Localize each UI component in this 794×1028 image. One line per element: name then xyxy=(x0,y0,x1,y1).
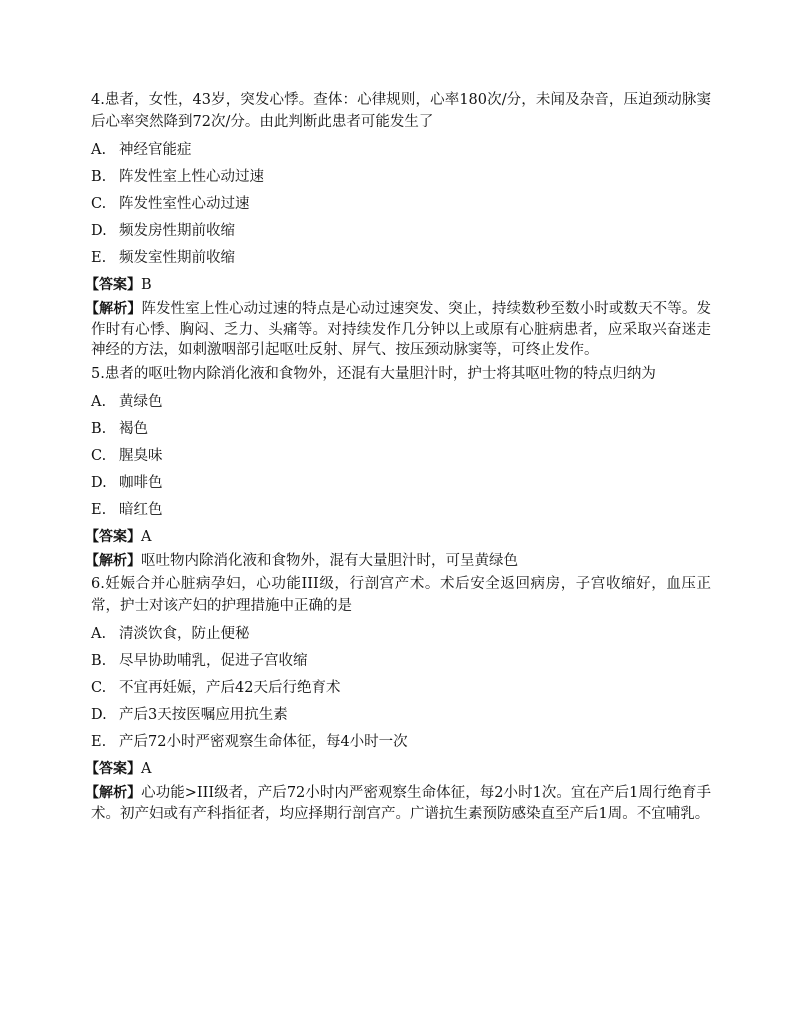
option-text: 褐色 xyxy=(119,420,148,437)
answer-line xyxy=(85,759,711,783)
option-a xyxy=(91,140,711,167)
explanation-text: 阵发性室上性心动过速的特点是心动过速突发、突止，持续数秒至数小时或数天不等。发作时有心悸、胸闷、乏力、头痛等。对持续发作几分钟以上或原有心脏病患者，应采取兴奋迷走神经的方法，如刺激咽部引起呕吐反射、屏气、按压颈动脉窦等，可终止发作。 xyxy=(91,301,712,358)
option-e xyxy=(91,500,711,527)
explanation xyxy=(85,299,712,361)
option-text: 频发室性期前收缩 xyxy=(119,250,235,266)
explanation xyxy=(85,551,711,572)
question-4 xyxy=(85,89,712,361)
option-text: 尽早协助哺乳，促进子宫收缩 xyxy=(119,653,308,669)
option-text: 黄绿色 xyxy=(119,393,163,410)
option-text: 清淡饮食，防止便秘 xyxy=(119,626,250,642)
option-b xyxy=(91,651,711,678)
option-letter: C. xyxy=(91,447,107,464)
explanation-text: 呕吐物内除消化液和食物外，混有大量胆汁时，可呈黄绿色 xyxy=(141,552,518,569)
option-a xyxy=(91,624,711,651)
document-page xyxy=(85,89,712,826)
option-letter: E. xyxy=(91,501,107,518)
option-letter: D. xyxy=(91,474,107,491)
option-letter: E. xyxy=(91,734,107,750)
option-text: 咖啡色 xyxy=(119,474,163,491)
option-e xyxy=(91,248,711,275)
explanation-tag: 【解析】 xyxy=(85,301,142,317)
option-text: 阵发性室上性心动过速 xyxy=(119,169,264,185)
answer-value: A xyxy=(141,528,152,545)
option-e xyxy=(91,732,711,759)
option-letter: C. xyxy=(91,196,107,212)
option-letter: A. xyxy=(91,142,107,158)
option-letter: C. xyxy=(91,680,107,696)
option-letter: D. xyxy=(91,707,107,723)
answer-line xyxy=(85,275,711,299)
option-text: 暗红色 xyxy=(119,501,163,518)
question-stem: 4.患者，女性，43岁，突发心悸。查体：心律规则，心率180次/分，未闻及杂音，压迫颈动脉窦后心率突然降到72次/分。由此判断此患者可能发生了 xyxy=(91,92,711,130)
explanation-tag: 【解析】 xyxy=(85,552,141,569)
option-a xyxy=(91,392,711,419)
option-letter: A. xyxy=(91,393,107,410)
option-d xyxy=(91,473,711,500)
option-d xyxy=(91,705,711,732)
answer-value: B xyxy=(141,277,152,293)
answer-tag: 【答案】 xyxy=(85,277,141,293)
option-b xyxy=(91,419,711,446)
answer-tag: 【答案】 xyxy=(85,528,141,545)
option-c xyxy=(91,194,711,221)
question-stem: 6.妊娠合并心脏病孕妇，心功能III级，行剖宫产术。术后安全返回病房，子宫收缩好，血压正常，护士对该产妇的护理措施中正确的是 xyxy=(91,576,711,614)
question-5 xyxy=(85,363,711,572)
option-text: 频发房性期前收缩 xyxy=(119,223,235,239)
explanation-tag: 【解析】 xyxy=(85,785,142,801)
option-text: 产后3天按医嘱应用抗生素 xyxy=(119,707,288,723)
option-d xyxy=(91,221,711,248)
question-stem: 5.患者的呕吐物内除消化液和食物外，还混有大量胆汁时，护士将其呕吐物的特点归纳为 xyxy=(91,365,656,382)
option-text: 阵发性室性心动过速 xyxy=(119,196,250,212)
option-c xyxy=(91,678,711,705)
option-letter: A. xyxy=(91,626,107,642)
option-letter: B. xyxy=(91,653,107,669)
answer-line xyxy=(85,527,711,551)
answer-value: A xyxy=(141,761,152,777)
answer-tag: 【答案】 xyxy=(85,761,141,777)
option-c xyxy=(91,446,711,473)
option-text: 产后72小时严密观察生命体征，每4小时一次 xyxy=(119,734,408,750)
option-b xyxy=(91,167,711,194)
option-letter: E. xyxy=(91,250,107,266)
option-letter: B. xyxy=(91,169,107,185)
option-text: 神经官能症 xyxy=(119,142,192,158)
question-6 xyxy=(85,573,711,824)
option-text: 不宜再妊娠，产后42天后行绝育术 xyxy=(119,680,341,696)
option-letter: D. xyxy=(91,223,107,239)
explanation-text: 心功能>III级者，产后72小时内严密观察生命体征，每2小时1次。宜在产后1周行绝育手术。初产妇或有产科指征者，均应择期行剖宫产。广谱抗生素预防感染直至产后1周。不宜哺乳。 xyxy=(91,785,711,822)
option-text: 腥臭味 xyxy=(119,447,163,464)
explanation xyxy=(85,783,711,824)
option-letter: B. xyxy=(91,420,107,437)
